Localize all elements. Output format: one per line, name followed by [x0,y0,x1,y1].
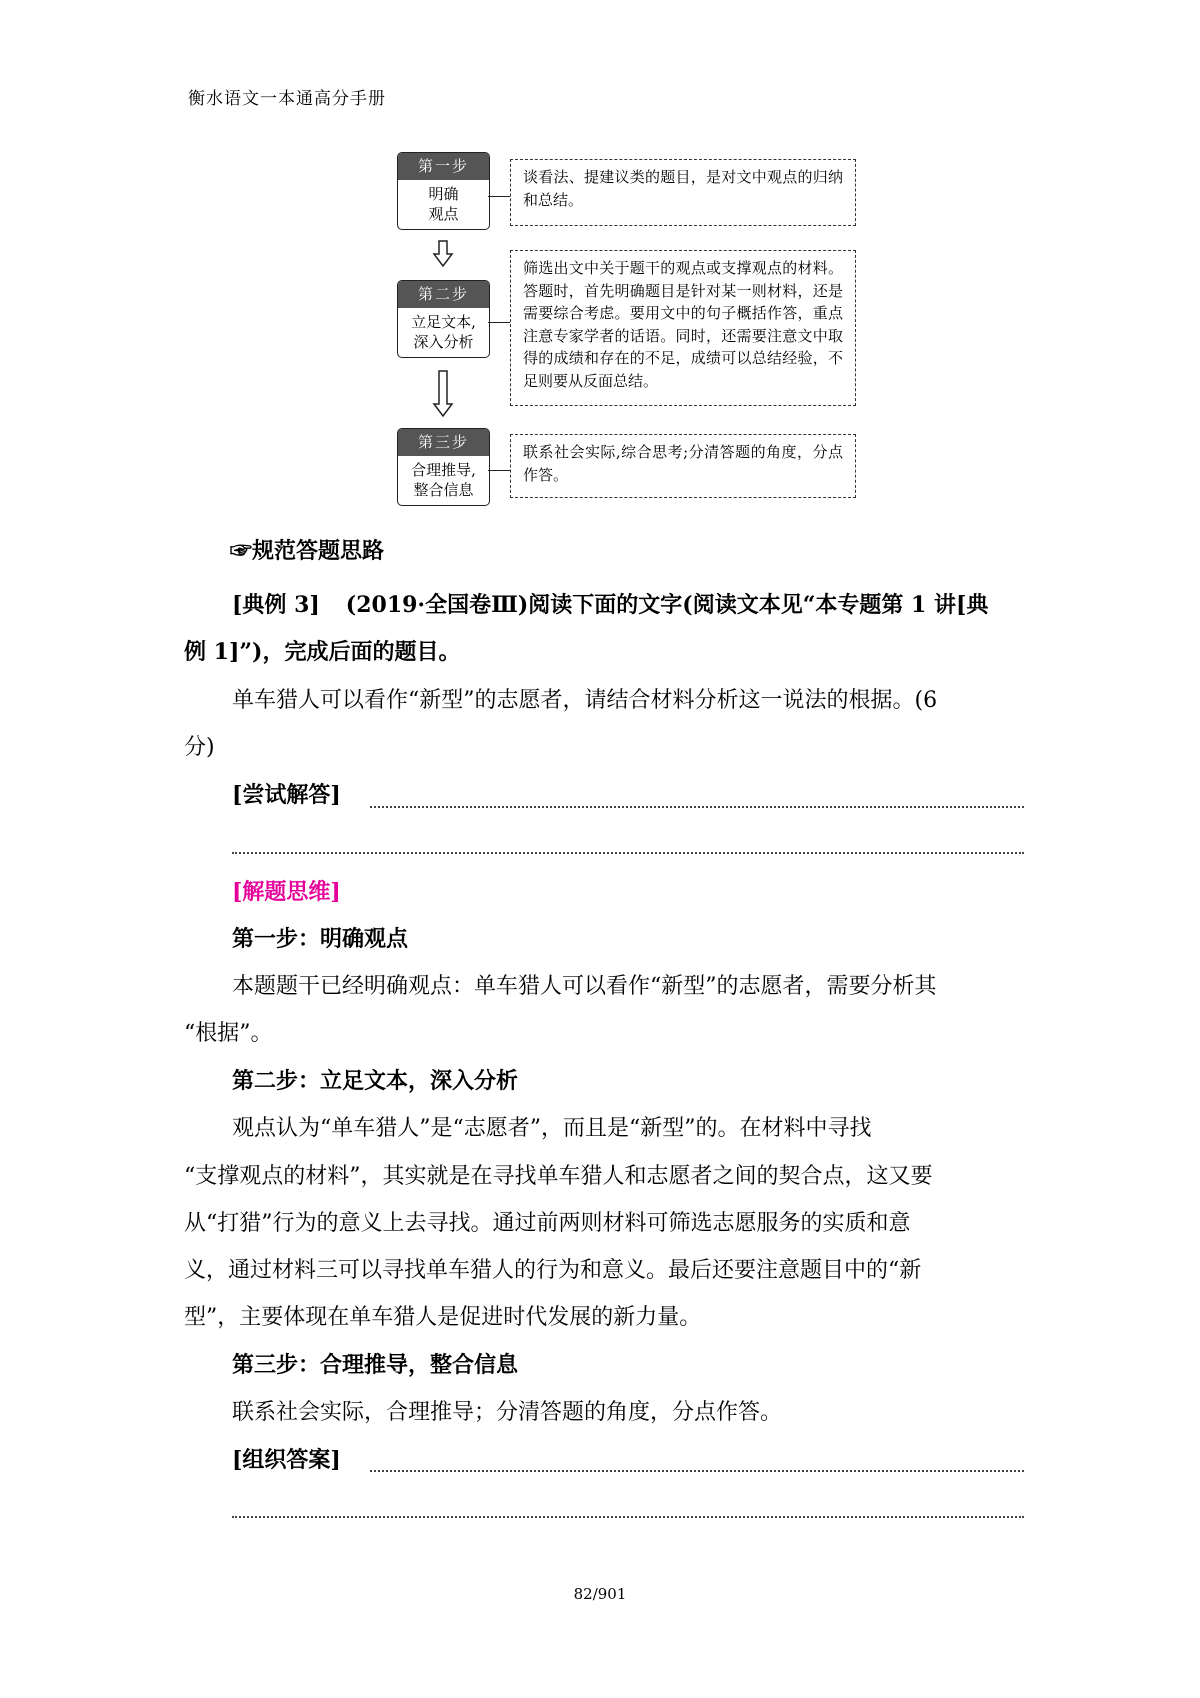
organize-label: [组织答案] [232,1447,341,1473]
step3-text-line-1: 联系社会实际，合理推导；分清答题的角度，分点作答。 [232,1400,783,1425]
flow-step-3-line2: 整合信息 [413,481,474,499]
step2-text-line-2: “支撑观点的材料”，其实就是在寻找单车猎人和志愿者之间的契合点，这又要 [184,1164,933,1189]
step2-text-line-3: 从“打猎”行为的意义上去寻找。通过前两则材料可筛选志愿服务的实质和意 [184,1211,911,1236]
flow-step-2-body [398,308,489,352]
flow-step-3-body [398,456,489,500]
step1-title: 第一步：明确观点 [232,926,409,952]
step3-title: 第三步：合理推导，整合信息 [232,1352,519,1378]
flow-step-3-line1: 合理推导, [411,461,476,479]
flow-step-2 [397,280,490,358]
question-line-2: 分) [184,735,215,760]
flow-step-3 [397,428,490,506]
step2-title: 第二步：立足文本，深入分析 [232,1068,519,1094]
flow-step-2-line1: 立足文本, [411,313,476,331]
flow-step-1 [397,152,490,230]
flow-step-1-body [398,180,489,224]
down-arrow-icon [432,240,454,268]
flow-step-1-line2: 观点 [428,205,459,223]
flow-desc-2: 筛选出文中关于题干的观点或支撑观点的材料。答题时，首先明确题目是针对某一则材料，还是需要综合考虑。要用文中的句子概括作答，重点注意专家学者的话语。同时，还需要注意文中取得的成绩和存在的不足，成绩可以总结经验，不足则要从反面总结。 [510,250,856,406]
answer-blank-line [370,806,1024,808]
answer-blank-line [232,1516,1024,1518]
flow-step-2-line2: 深入分析 [413,333,474,351]
answer-blank-line [232,852,1024,854]
flow-step-1-line1: 明确 [428,185,459,203]
flow-connector-1 [488,196,510,197]
flow-desc-3: 联系社会实际,综合思考;分清答题的角度，分点作答。 [510,434,856,498]
step2-text-line-4: 义，通过材料三可以寻找单车猎人的行为和意义。最后还要注意题目中的“新 [184,1258,922,1283]
section-title: ☞规范答题思路 [230,538,385,564]
flow-step-3-head: 第三步 [398,429,489,456]
page-number: 82/901 [573,1585,627,1603]
flow-connector-3 [488,470,510,471]
flow-desc-1: 谈看法、提建议类的题目，是对文中观点的归纳和总结。 [510,159,856,226]
book-title: 衡水语文一本通高分手册 [188,89,386,109]
step2-text-line-1: 观点认为“单车猎人”是“志愿者”，而且是“新型”的。在材料中寻找 [232,1116,872,1141]
step2-text-line-5: 型”，主要体现在单车猎人是促进时代发展的新力量。 [184,1305,702,1330]
answer-blank-line [370,1470,1024,1472]
attempt-label: [尝试解答] [232,782,341,808]
step1-text-line-2: “根据”。 [184,1021,273,1046]
example-line-2: 例 1]”)，完成后面的题目。 [184,639,461,665]
down-arrow-icon [432,370,454,418]
step1-text-line-1: 本题题干已经明确观点：单车猎人可以看作“新型”的志愿者，需要分析其 [232,974,937,999]
example-line-1 [232,588,988,619]
flow-step-1-head: 第一步 [398,153,489,180]
example-intro: (2019·全国卷Ⅲ)阅读下面的文字(阅读文本见“本专题第 1 讲[典 [345,592,989,618]
example-tag: [典例 3] [232,592,320,618]
flow-step-2-head: 第二步 [398,281,489,308]
question-line-1: 单车猎人可以看作“新型”的志愿者，请结合材料分析这一说法的根据。(6 [232,688,938,713]
flow-connector-2 [488,322,510,323]
thinking-label: [解题思维] [232,879,341,905]
